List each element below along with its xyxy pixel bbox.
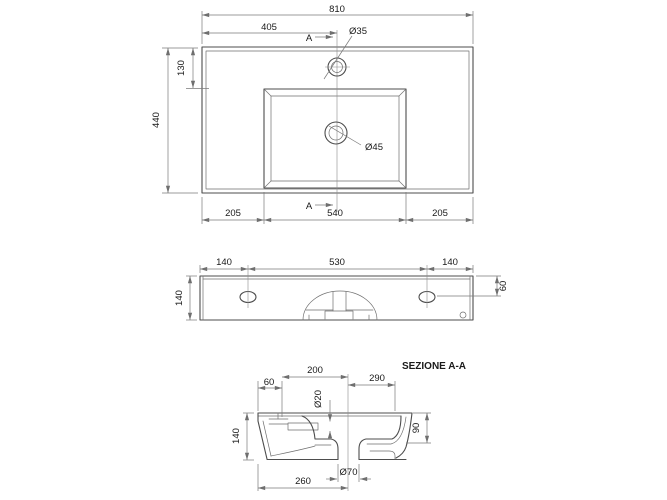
front-dim-140-right-label: 140 [442,257,458,268]
section-a-bottom-label: A [305,201,313,212]
section-dim-200 [282,365,348,377]
section-view [231,361,466,491]
dim-540-label: 540 [327,208,343,219]
section-outline [258,413,412,460]
section-dim-90-label: 90 [411,422,422,434]
plan-basin-inner [271,96,399,181]
section-dim-20-label: Ø20 [313,390,324,408]
dim-810 [202,4,473,44]
dim-130 [176,48,209,89]
faucet-hole [324,36,352,79]
front-view [174,257,509,320]
dim-810-label: 810 [329,4,345,15]
drain-hole [325,122,361,145]
dim-405-label: 405 [261,22,277,33]
dim-205-left-label: 205 [225,208,241,219]
plan-basin-outer [264,89,406,188]
front-dim-top-row [200,257,473,273]
section-marker-a-top [306,33,333,44]
plan-view [151,4,473,224]
front-dim-140-left-label: 140 [216,257,232,268]
section-dim-60 [258,377,282,417]
dim-440-label: 440 [151,112,162,128]
section-dim-290 [348,373,395,411]
faucet-dia-label: Ø35 [349,26,367,37]
dim-440 [151,48,198,193]
front-outline [200,276,473,320]
drain-dia-label: Ø45 [365,142,383,153]
front-dim-height [174,276,197,320]
section-title: SEZIONE A-A [401,361,467,372]
basin-corner-bevels [264,89,406,188]
section-dim-70-label: Ø70 [339,467,358,478]
section-dim-260-label: 260 [295,476,311,487]
section-dim-260 [258,464,348,491]
front-dim-height-label: 140 [174,290,185,306]
front-dim-60-label: 60 [498,280,509,292]
dim-405 [202,22,337,33]
front-dim-530-label: 530 [329,257,345,268]
drain-leader-line [329,126,361,145]
front-trap-outline [303,291,377,320]
dim-205-right-label: 205 [432,208,448,219]
plan-outline [202,47,473,193]
section-dim-140 [231,413,254,460]
section-dim-200-label: 200 [307,365,323,376]
dim-130-label: 130 [176,60,187,76]
section-dim-290-label: 290 [369,373,385,384]
section-dim-60-label: 60 [263,377,275,388]
section-dim-70 [326,464,371,482]
section-dim-140-label: 140 [231,428,242,444]
dim-bottom-row [202,192,473,224]
front-overflow-hole [460,312,466,318]
plan-rim-inner [206,51,469,189]
section-a-top-label: A [305,33,313,44]
